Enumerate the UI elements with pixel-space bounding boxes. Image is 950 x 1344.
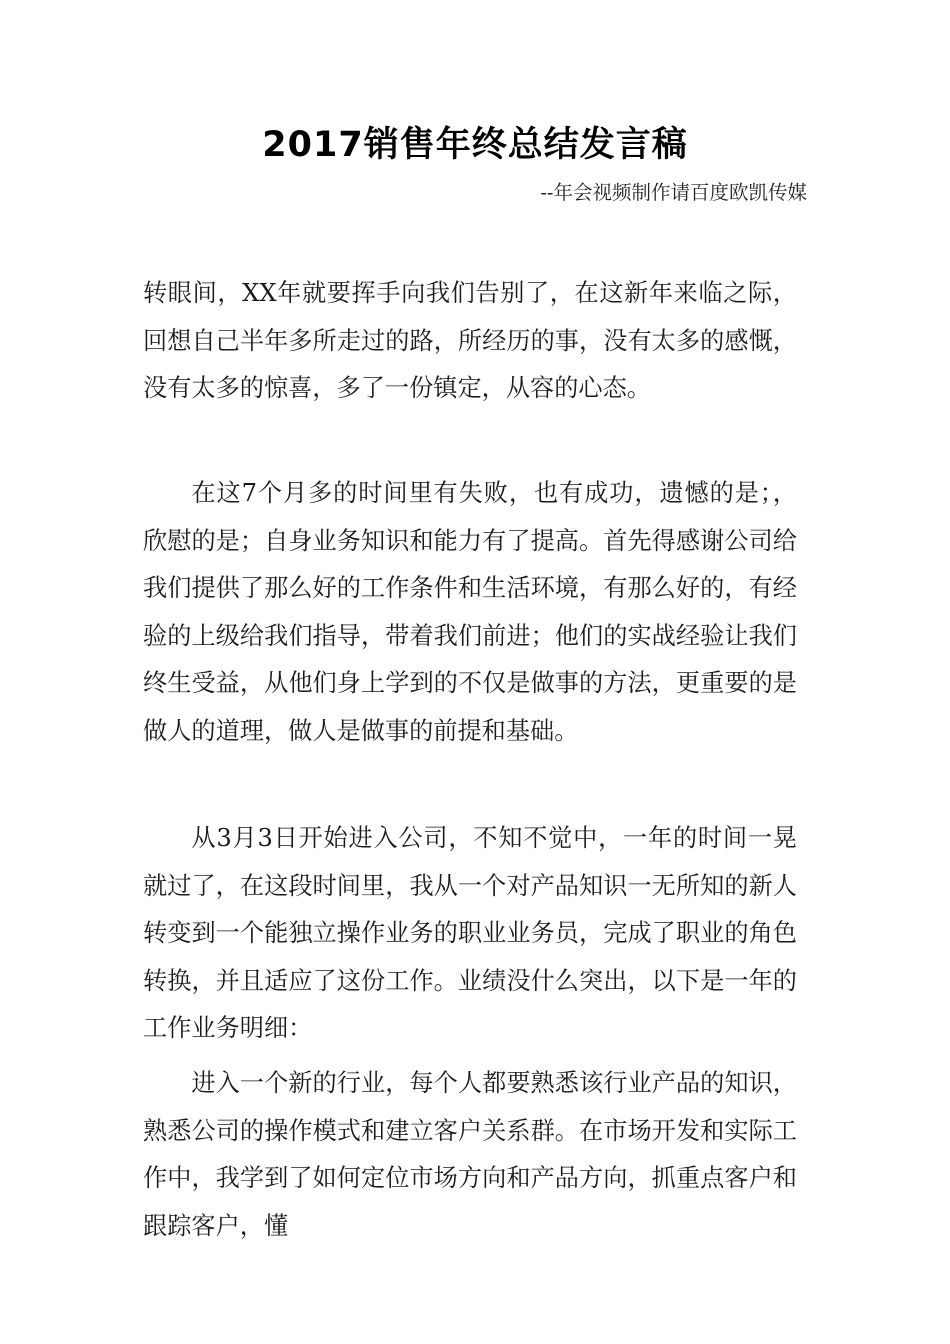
paragraph-2 [143, 470, 797, 755]
paragraph-4 [143, 1060, 797, 1250]
paragraph-text: 进入一个新的行业，每个人都要熟悉该行业产品的知识，熟悉公司的操作模式和建立客户关系群。在市场开发和实际工作中，我学到了如何定位市场方向和产品方向，抓重点客户和跟踪客户，懂 [143, 1069, 797, 1240]
paragraph-text: 在这7个月多的时间里有失败，也有成功，遗憾的是；，欣慰的是；自身业务知识和能力有了提高。首先得感谢公司给我们提供了那么好的工作条件和生活环境，有那么好的，有经验的上级给我们指导，带着我们前进；他们的实战经验让我们终生受益，从他们身上学到的不仅是做事的方法，更重要的是做人的道理，做人是做事的前提和基础。 [143, 479, 797, 745]
paragraph-3 [143, 815, 797, 1053]
paragraph-1 [143, 270, 797, 413]
document-title: 2017销售年终总结发言稿 [262, 125, 688, 165]
paragraph-text: 从3月3日开始进入公司，不知不觉中，一年的时间一晃就过了，在这段时间里，我从一个对产品知识一无所知的新人转变到一个能独立操作业务的职业业务员，完成了职业的角色转换，并且适应了这份工作。业绩没什么突出，以下是一年的工作业务明细： [143, 824, 797, 1042]
document-subtitle: --年会视频制作请百度欧凯传媒 [540, 181, 807, 204]
paragraph-text: 转眼间，XX年就要挥手向我们告别了，在这新年来临之际，回想自己半年多所走过的路，所经历的事，没有太多的感慨，没有太多的惊喜，多了一份镇定，从容的心态。 [143, 279, 797, 402]
